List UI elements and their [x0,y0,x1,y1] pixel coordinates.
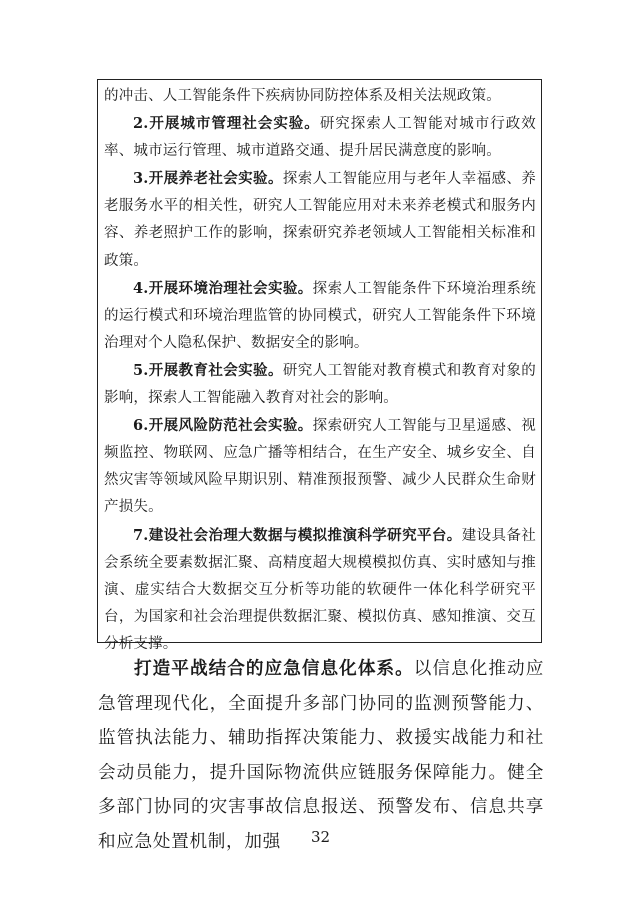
body-paragraph-text: 以信息化推动应急管理现代化，全面提升多部门协同的监测预警能力、监管执法能力、辅助指挥决策能力、救援实战能力和社会动员能力，提升国际物流供应链服务保障能力。健全多部门协同的灾害事故信息报送、预警发布、信息共享和应急处置机制，加强 [98,659,544,852]
paragraph-text: 的冲击、人工智能条件下疾病协同防控体系及相关法规政策。 [104,88,501,104]
paragraph-text: 探索研究人工智能与卫星遥感、视频监控、物联网、应急广播等相结合，在生产安全、城乡安全、自然灾害等领域风险早期识别、精准预报预警、减少人民群众生命财产损失。 [104,418,536,516]
paragraph-heading: 7.建设社会治理大数据与模拟推演科学研究平台。 [133,526,462,544]
paragraph-heading: 5.开展教育社会实验。 [133,361,283,379]
box-paragraph [104,165,536,274]
box-paragraph [104,275,536,357]
box-paragraph [104,110,536,165]
box-paragraph [104,357,536,412]
paragraph-text: 探索人工智能条件下环境治理系统的运行模式和环境治理监管的协同模式，研究人工智能条件下环境治理对个人隐私保护、数据安全的影响。 [104,280,536,351]
paragraph-text: 研究人工智能对教育模式和教育对象的影响，探索人工智能融入教育对社会的影响。 [104,362,536,407]
page-number: 32 [310,828,331,846]
paragraph-text: 研究探索人工智能对城市行政效率、城市运行管理、城市道路交通、提升居民满意度的影响。 [104,116,536,160]
paragraph-heading: 4.开展环境治理社会实验。 [133,279,313,297]
paragraph-heading: 3.开展养老社会实验。 [133,170,283,188]
box-paragraph [104,83,536,110]
paragraph-text: 探索人工智能应用与老年人幸福感、养老服务水平的相关性，研究人工智能应用对未来养老模式和服务内容、养老照护工作的影响，探索研究养老领域人工智能相关标准和政策。 [104,171,536,269]
paragraph-heading: 2.开展城市管理社会实验。 [133,115,320,133]
body-heading: 打造平战结合的应急信息化体系。 [134,658,414,679]
bordered-textbox [97,79,542,652]
box-paragraph [104,522,536,658]
paragraph-heading: 6.开展风险防范社会实验。 [133,417,313,435]
paragraph-text: 建设具备社会系统全要素数据汇聚、高精度超大规模模拟仿真、实时感知与推演、虚实结合大数据交互分析等功能的软硬件一体化科学研究平台，为国家和社会治理提供数据汇聚、模拟仿真、感知推演、交互分析支撑。 [104,527,536,652]
box-paragraph [104,412,536,521]
